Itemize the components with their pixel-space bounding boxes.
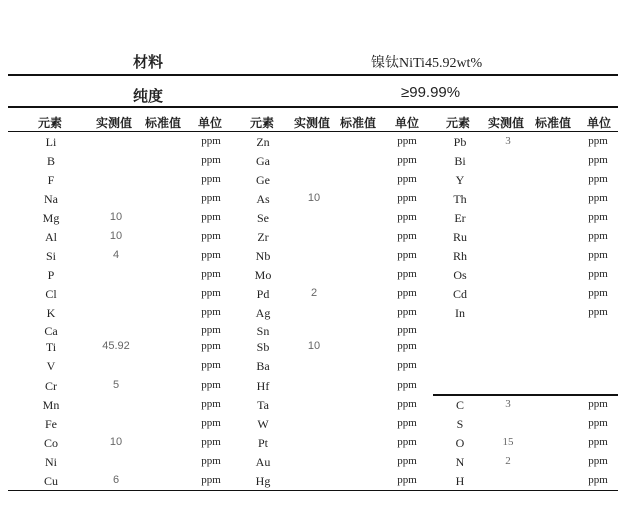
unit-value: ppm [201,436,221,448]
element-symbol: Ru [452,230,467,244]
element-symbol: In [455,306,465,320]
element-symbol: B [46,154,55,168]
col-standard-2: 标准值 [340,116,377,130]
element-symbol: Pd [256,287,270,301]
element-symbol: Mg [42,211,60,225]
unit-value: ppm [201,474,221,486]
element-symbol: Se [257,211,269,225]
col-measured-2: 实测值 [294,116,331,130]
element-symbol: Ta [257,398,269,412]
unit-value: ppm [201,135,221,147]
unit-value: ppm [397,268,417,280]
element-symbol: Th [453,192,467,206]
element-symbol: Si [45,249,56,263]
unit-value: ppm [201,455,221,467]
element-symbol: W [257,417,269,431]
element-symbol: Fe [45,417,57,431]
unit-value: ppm [397,417,417,429]
column-header-divider [8,131,618,132]
unit-value: ppm [588,154,608,166]
element-symbol: Pb [453,135,467,149]
unit-value: ppm [201,287,221,299]
element-symbol: K [46,306,56,320]
purity-label: 纯度 [133,88,164,105]
element-symbol: Hf [256,379,270,393]
element-symbol: Os [453,268,467,282]
element-symbol: F [47,173,55,187]
measured-value: 10 [109,211,123,223]
unit-value: ppm [397,287,417,299]
unit-value: ppm [201,173,221,185]
unit-value: ppm [201,340,221,352]
unit-value: ppm [397,135,417,147]
element-symbol: C [455,398,464,412]
element-symbol: Mo [254,268,272,282]
col-unit-3: 单位 [587,116,612,130]
col-unit-1: 单位 [198,116,223,130]
col-element-2: 元素 [250,116,275,130]
unit-value: ppm [397,173,417,185]
element-symbol: V [46,359,56,373]
unit-value: ppm [397,379,417,391]
element-symbol: Cd [452,287,467,301]
table-bottom-rule [8,490,618,491]
unit-value: ppm [588,287,608,299]
element-symbol: Cu [43,474,58,488]
unit-value: ppm [201,324,221,336]
col-element-1: 元素 [38,116,63,130]
measured-value: 45.92 [102,340,130,352]
unit-value: ppm [201,398,221,410]
element-symbol: Y [455,173,465,187]
element-symbol: Zn [256,135,270,149]
unit-value: ppm [201,230,221,242]
element-symbol: Nb [255,249,271,263]
unit-value: ppm [201,249,221,261]
unit-value: ppm [201,192,221,204]
unit-value: ppm [397,306,417,318]
element-symbol: Ca [44,324,58,338]
element-symbol: Li [45,135,57,149]
measured-value: 6 [112,474,120,486]
element-symbol: Mn [42,398,60,412]
element-symbol: O [455,436,465,450]
unit-value: ppm [397,324,417,336]
unit-value: ppm [588,211,608,223]
unit-value: ppm [588,173,608,185]
measured-value: 3 [505,398,511,410]
unit-value: ppm [588,306,608,318]
unit-value: ppm [201,417,221,429]
element-symbol: Ba [256,359,270,373]
element-symbol: Co [43,436,58,450]
element-symbol: N [455,455,465,469]
element-symbol: P [47,268,55,282]
purity-value: ≥99.99% [401,84,461,101]
element-symbol: Ni [45,455,57,469]
element-symbol: Ge [256,173,270,187]
purity-divider [8,106,618,108]
unit-value: ppm [588,135,608,147]
measured-value: 3 [505,135,511,147]
measured-value: 10 [307,192,321,204]
measured-value: 10 [109,230,123,242]
unit-value: ppm [397,436,417,448]
unit-value: ppm [201,268,221,280]
unit-value: ppm [201,379,221,391]
unit-value: ppm [397,359,417,371]
unit-value: ppm [588,192,608,204]
element-symbol: Al [45,230,57,244]
header-divider [8,74,618,76]
element-symbol: Ag [255,306,271,320]
col-element-3: 元素 [446,116,471,130]
element-symbol: S [456,417,464,431]
element-symbol: Cr [45,379,57,393]
element-symbol: H [455,474,465,488]
measured-value: 2 [505,455,511,467]
element-symbol: Ga [256,154,270,168]
unit-value: ppm [588,398,608,410]
unit-value: ppm [397,230,417,242]
element-symbol: Zr [257,230,269,244]
measured-value: 5 [112,379,120,391]
unit-value: ppm [397,455,417,467]
measured-value: 2 [310,287,318,299]
unit-value: ppm [588,268,608,280]
measured-value: 10 [109,436,123,448]
col-standard-3: 标准值 [535,116,572,130]
unit-value: ppm [397,340,417,352]
material-label: 材料 [133,54,164,71]
element-symbol: Sn [256,324,270,338]
gas-section-divider [433,394,618,396]
element-symbol: As [256,192,270,206]
element-symbol: Er [454,211,466,225]
unit-value: ppm [397,398,417,410]
measured-value: 15 [502,436,514,448]
col-standard-1: 标准值 [145,116,182,130]
col-measured-3: 实测值 [488,116,525,130]
unit-value: ppm [201,154,221,166]
measured-value: 4 [112,249,120,261]
col-unit-2: 单位 [395,116,420,130]
unit-value: ppm [397,192,417,204]
element-symbol: Cl [45,287,57,301]
element-symbol: Ti [45,340,57,354]
unit-value: ppm [588,230,608,242]
unit-value: ppm [201,306,221,318]
unit-value: ppm [588,455,608,467]
measured-value: 10 [307,340,321,352]
unit-value: ppm [397,249,417,261]
unit-value: ppm [588,436,608,448]
unit-value: ppm [588,417,608,429]
material-value: 镍钛NiTi45.92wt% [371,56,483,71]
unit-value: ppm [201,359,221,371]
unit-value: ppm [397,474,417,486]
unit-value: ppm [201,211,221,223]
unit-value: ppm [588,249,608,261]
element-symbol: Bi [454,154,466,168]
unit-value: ppm [397,211,417,223]
element-symbol: Pt [257,436,268,450]
element-symbol: Sb [256,340,270,354]
col-measured-1: 实测值 [96,116,133,130]
element-symbol: Hg [255,474,271,488]
unit-value: ppm [397,154,417,166]
element-symbol: Na [44,192,58,206]
element-symbol: Au [255,455,271,469]
element-symbol: Rh [452,249,467,263]
unit-value: ppm [588,474,608,486]
